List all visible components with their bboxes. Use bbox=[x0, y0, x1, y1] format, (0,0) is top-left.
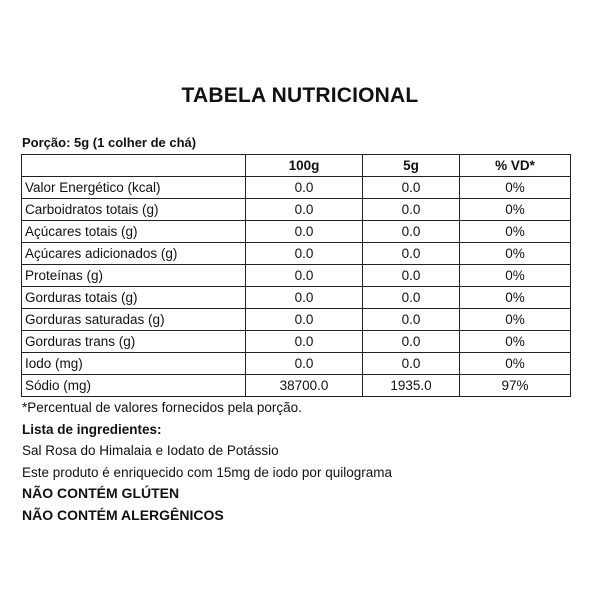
value-5g: 0.0 bbox=[363, 265, 460, 287]
value-5g: 0.0 bbox=[363, 243, 460, 265]
enrichment-note: Este produto é enriquecido com 15mg de iodo por quilograma bbox=[22, 464, 392, 480]
value-100g: 0.0 bbox=[246, 309, 363, 331]
table-row bbox=[22, 331, 571, 353]
label-footer bbox=[22, 397, 392, 526]
column-header-100g: 100g bbox=[246, 155, 363, 177]
value-5g: 0.0 bbox=[363, 309, 460, 331]
value-vd: 0% bbox=[460, 221, 571, 243]
value-5g: 0.0 bbox=[363, 287, 460, 309]
ingredients-heading: Lista de ingredientes: bbox=[22, 421, 162, 437]
table-row bbox=[22, 353, 571, 375]
value-vd: 0% bbox=[460, 265, 571, 287]
nutrient-label: Açúcares totais (g) bbox=[22, 221, 246, 243]
value-5g: 0.0 bbox=[363, 221, 460, 243]
table-row bbox=[22, 309, 571, 331]
nutrient-label: Iodo (mg) bbox=[22, 353, 246, 375]
value-vd: 0% bbox=[460, 353, 571, 375]
value-100g: 0.0 bbox=[246, 265, 363, 287]
nutrient-label: Carboidratos totais (g) bbox=[22, 199, 246, 221]
value-5g: 1935.0 bbox=[363, 375, 460, 397]
nutrient-label: Gorduras saturadas (g) bbox=[22, 309, 246, 331]
allergen-warning: NÃO CONTÉM ALERGÊNICOS bbox=[22, 506, 224, 523]
page-title: TABELA NUTRICIONAL bbox=[181, 84, 419, 107]
table-row bbox=[22, 287, 571, 309]
footnote: *Percentual de valores fornecidos pela porção. bbox=[22, 400, 302, 415]
value-vd: 0% bbox=[460, 199, 571, 221]
value-vd: 0% bbox=[460, 177, 571, 199]
ingredients-text: Sal Rosa do Himalaia e Iodato de Potássio bbox=[22, 443, 279, 458]
value-5g: 0.0 bbox=[363, 199, 460, 221]
table-row bbox=[22, 199, 571, 221]
value-100g: 0.0 bbox=[246, 177, 363, 199]
portion-size: Porção: 5g (1 colher de chá) bbox=[22, 135, 197, 150]
column-header-vd: % VD* bbox=[460, 155, 571, 177]
value-100g: 0.0 bbox=[246, 243, 363, 265]
nutrient-label: Proteínas (g) bbox=[22, 265, 246, 287]
nutrient-label: Açúcares adicionados (g) bbox=[22, 243, 246, 265]
value-vd: 0% bbox=[460, 243, 571, 265]
table-row bbox=[22, 375, 571, 397]
value-100g: 0.0 bbox=[246, 199, 363, 221]
value-vd: 0% bbox=[460, 309, 571, 331]
column-header-5g: 5g bbox=[363, 155, 460, 177]
value-100g: 38700.0 bbox=[246, 375, 363, 397]
value-5g: 0.0 bbox=[363, 177, 460, 199]
value-100g: 0.0 bbox=[246, 221, 363, 243]
value-100g: 0.0 bbox=[246, 353, 363, 375]
table-row bbox=[22, 221, 571, 243]
nutrient-label: Valor Energético (kcal) bbox=[22, 177, 246, 199]
table-header-row bbox=[22, 155, 571, 177]
value-vd: 0% bbox=[460, 287, 571, 309]
value-5g: 0.0 bbox=[363, 353, 460, 375]
table-row bbox=[22, 265, 571, 287]
table-row bbox=[22, 243, 571, 265]
value-5g: 0.0 bbox=[363, 331, 460, 353]
column-header-nutrient bbox=[22, 155, 246, 177]
value-100g: 0.0 bbox=[246, 287, 363, 309]
value-100g: 0.0 bbox=[246, 331, 363, 353]
nutrient-label: Sódio (mg) bbox=[22, 375, 246, 397]
value-vd: 0% bbox=[460, 331, 571, 353]
gluten-warning: NÃO CONTÉM GLÚTEN bbox=[22, 485, 180, 501]
table-row bbox=[22, 177, 571, 199]
nutrition-table bbox=[21, 154, 571, 397]
nutrient-label: Gorduras trans (g) bbox=[22, 331, 246, 353]
nutrient-label: Gorduras totais (g) bbox=[22, 287, 246, 309]
value-vd: 97% bbox=[460, 375, 571, 397]
